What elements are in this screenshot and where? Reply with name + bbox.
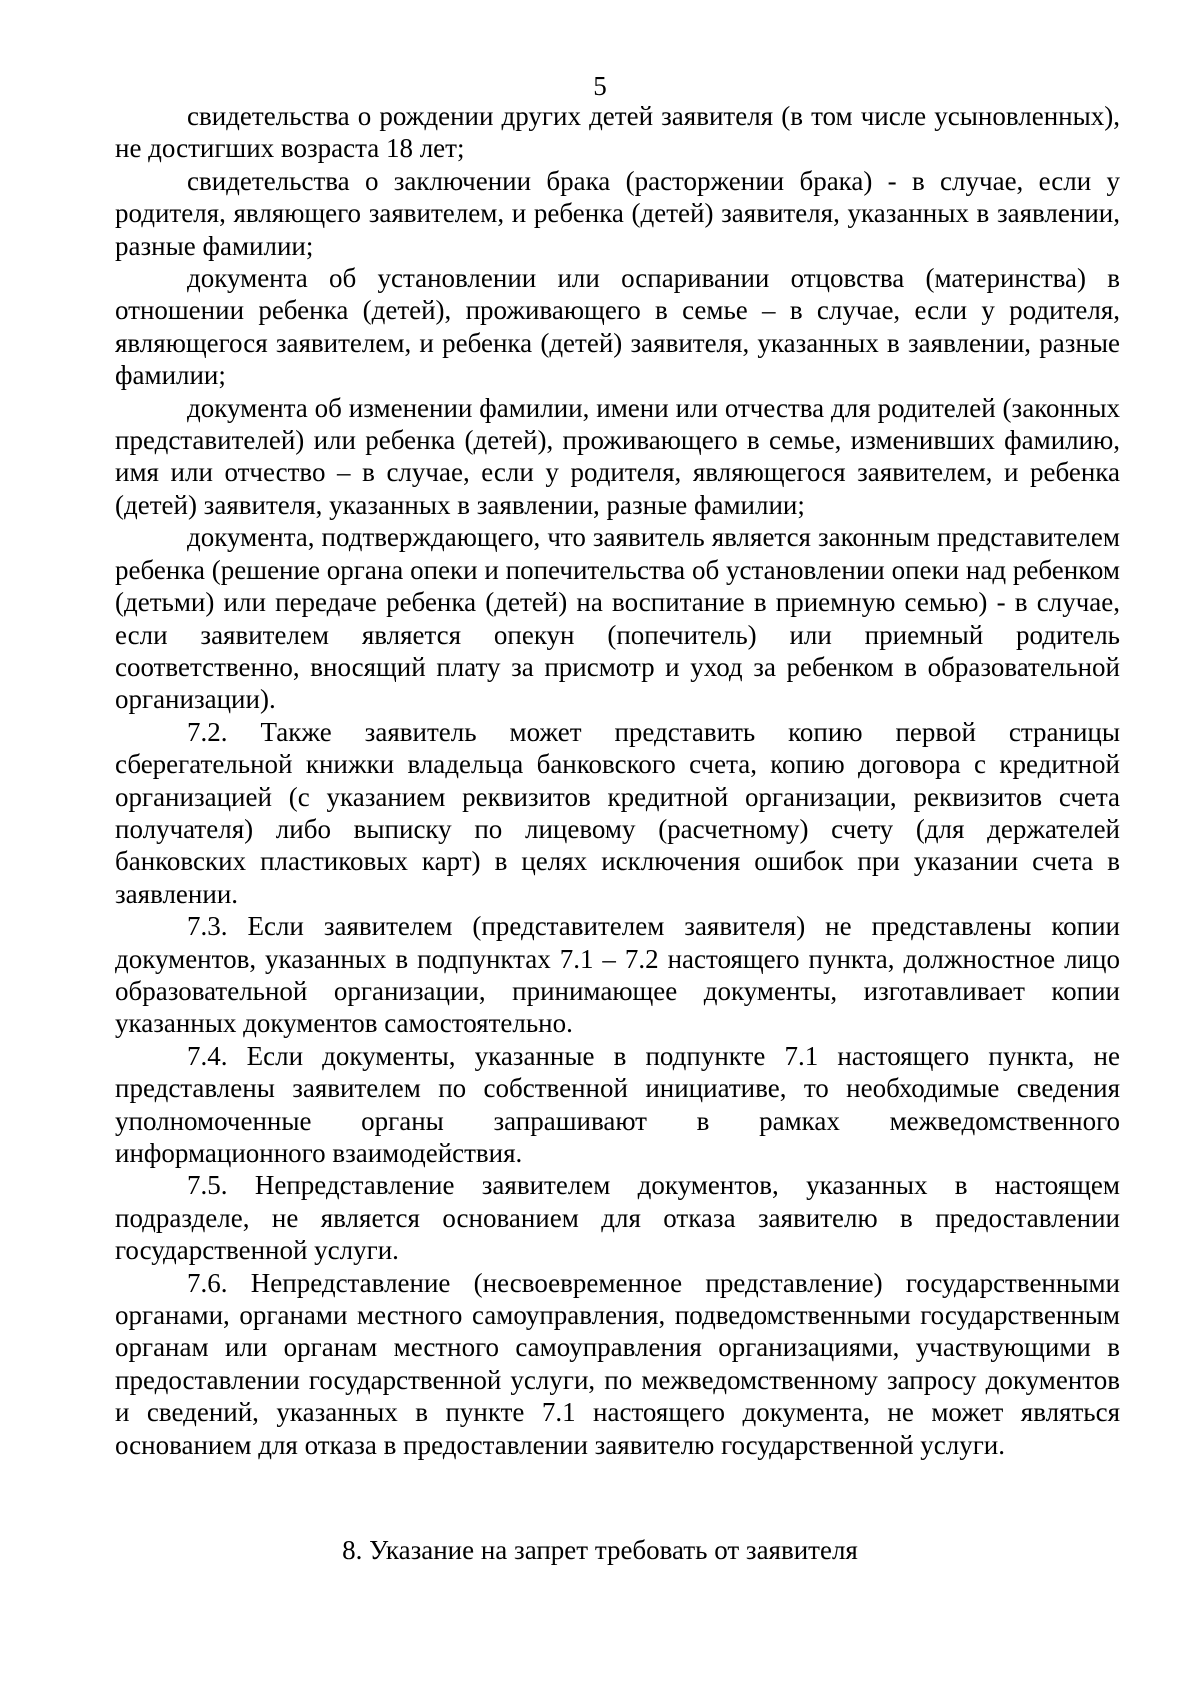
section-heading: 8. Указание на запрет требовать от заявителя — [342, 1535, 858, 1565]
paragraph-marriage-certificates: свидетельства о заключении брака (расторжении брака) - в случае, если у родителя, являющего заявителем, и ребенка (детей) заявителя, указанных в заявлении, разные фамилии; — [115, 165, 1120, 261]
page-number: 5 — [593, 71, 607, 101]
paragraph-7-5: 7.5. Непредставление заявителем документов, указанных в настоящем подразделе, не является основанием для отказа заявителю в предоставлении государственной услуги. — [115, 1170, 1120, 1266]
paragraph-7-4: 7.4. Если документы, указанные в подпункте 7.1 настоящего пункта, не представлены заявителем по собственной инициативе, то необходимые сведения уполномоченные органы запрашивают в рамках межведомственного информационного взаимодействия. — [115, 1040, 1120, 1168]
paragraph-legal-representative-document: документа, подтверждающего, что заявитель является законным представителем ребенка (решение органа опеки и попечительства об установлении опеки над ребенком (детьми) или передаче ребенка (детей) на воспитание в приемную семью) - в случае, если заявителем является опекун (попечитель) или приемный родитель соответственно, вносящий плату за присмотр и уход за ребенком в образовательной организации). — [115, 522, 1120, 715]
paragraph-name-change-document: документа об изменении фамилии, имени или отчества для родителей (законных представителей) или ребенка (детей), проживающего в семье, изменивших фамилию, имя или отчество – в случае, если у родителя, являющегося заявителем, и ребенка (детей) заявителя, указанных в заявлении, разные фамилии; — [115, 392, 1120, 520]
paragraph-paternity-document: документа об установлении или оспаривании отцовства (материнства) в отношении ребенка (детей), проживающего в семье – в случае, если у родителя, являющегося заявителем, и ребенка (детей) заявителя, указанных в заявлении, разные фамилии; — [115, 263, 1120, 391]
paragraph-7-6: 7.6. Непредставление (несвоевременное представление) государственными органами, органами местного самоуправления, подведомственными государственным органам или органам местного самоуправления организациями, участвующими в предоставлении государственной услуги, по межведомственному запросу документов и сведений, указанных в пункте 7.1 настоящего документа, не может являться основанием для отказа в предоставлении заявителю государственной услуги. — [115, 1267, 1120, 1460]
paragraph-7-3: 7.3. Если заявителем (представителем заявителя) не представлены копии документов, указанных в подпунктах 7.1 – 7.2 настоящего пункта, должностное лицо образовательной организации, принимающее документы, изготавливает копии указанных документов самостоятельно. — [115, 911, 1120, 1039]
paragraph-7-2: 7.2. Также заявитель может представить копию первой страницы сберегательной книжки владельца банковского счета, копию договора с кредитной организацией (с указанием реквизитов кредитной организации, реквизитов счета получателя) либо выписку по лицевому (расчетному) счету (для держателей банковских пластиковых карт) в целях исключения ошибок при указании счета в заявлении. — [115, 716, 1120, 909]
document-body — [115, 100, 1120, 1461]
paragraph-birth-certificates: свидетельства о рождении других детей заявителя (в том числе усыновленных), не достигших возраста 18 лет; — [115, 101, 1120, 164]
